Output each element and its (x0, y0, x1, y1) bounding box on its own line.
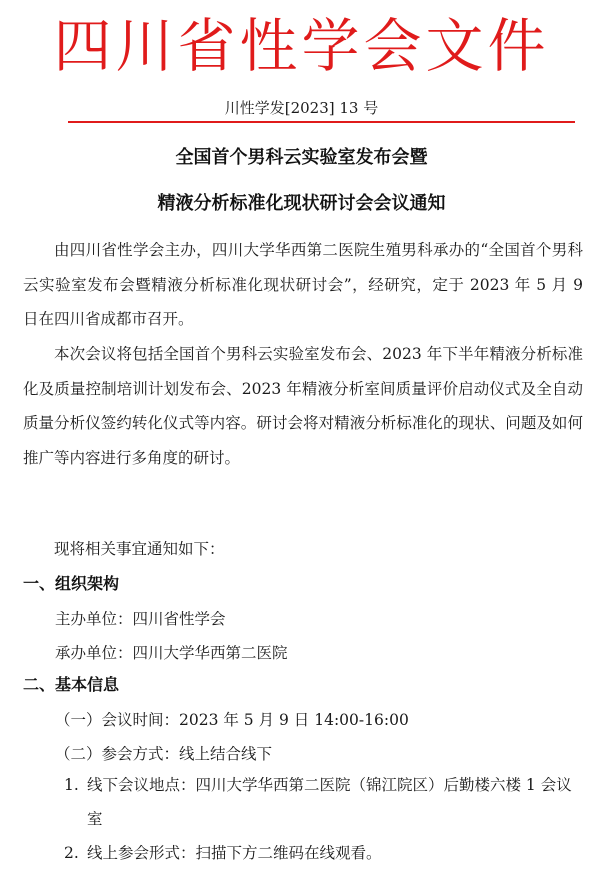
notice-lead-paragraph: 现将相关事宜通知如下： (54, 540, 225, 558)
organizer-unit: 承办单位：四川大学华西第二医院 (55, 644, 288, 662)
notice-title-line1: 全国首个男科云实验室发布会暨 (175, 147, 428, 168)
notice-title-line2: 精液分析标准化现状研讨会会议通知 (157, 193, 446, 214)
red-divider (68, 121, 575, 123)
org-title: 四川省性学会文件 (53, 12, 550, 80)
doc-number: 川性学发[2023] 13 号 (224, 99, 379, 117)
section-heading-basic-info: 二、基本信息 (23, 675, 120, 694)
section-heading-organization: 一、组织架构 (23, 574, 120, 593)
list-item-text: 线上参会形式：扫描下方二维码在线观看。 (87, 844, 382, 862)
meeting-time: （一）会议时间：2023 年 5 月 9 日 14:00-16:00 (55, 711, 409, 729)
host-unit: 主办单位：四川省性学会 (55, 610, 226, 628)
list-item (64, 768, 584, 836)
content-paragraph: 本次会议将包括全国首个男科云实验室发布会、2023 年下半年精液分析标准化及质量控制培训计划发布会、2023 年精液分析室间质量评价启动仪式及全自动质量分析仪签约转化仪式等内容。研讨会将对精液分析标准化的现状、问题及如何推广等内容进行多角度的研讨。 (23, 345, 583, 467)
intro-paragraph: 由四川省性学会主办，四川大学华西第二医院生殖男科承办的“全国首个男科云实验室发布会暨精液分析标准化现状研讨会”，经研究，定于 2023 年 5 月 9 日在四川省成都市召开。 (23, 241, 583, 328)
list-item-text: 线下会议地点：四川大学华西第二医院（锦江院区）后勤楼六楼 1 会议室 (87, 776, 572, 828)
attendance-mode: （二）参会方式：线上结合线下 (55, 745, 273, 763)
list-item-number: 2. (64, 844, 79, 862)
list-item-number: 1. (64, 776, 79, 794)
list-item (64, 836, 584, 870)
